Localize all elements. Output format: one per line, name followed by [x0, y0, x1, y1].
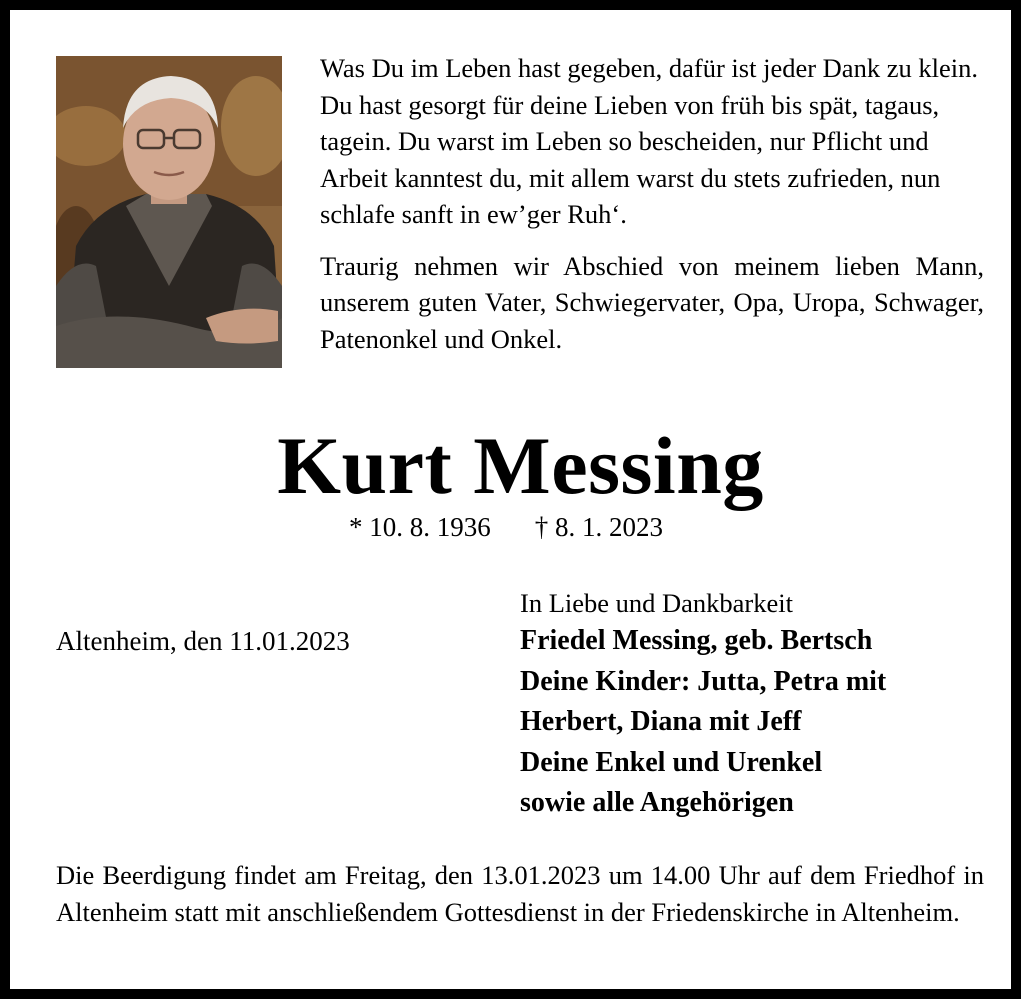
mourners-block [520, 585, 990, 824]
verse-paragraph: Was Du im Leben hast gegeben, dafür ist jeder Dank zu klein. Du hast gesorgt für deine Lieben von früh bis spät, tagaus, tagein. Du warst im Leben so bescheiden, nur Pflicht und Arbeit kanntest du, mit allem warst du stets zufrieden, nun schlafe sanft in ew’ger Ruh‘. [320, 53, 978, 229]
mourner-line: Deine Enkel und Urenkel [520, 746, 823, 778]
mourner-line: Friedel Messing, geb. Bertsch [520, 625, 873, 656]
mourners-intro: In Liebe und Dankbarkeit [520, 588, 793, 618]
funeral-notice: Die Beerdigung findet am Freitag, den 13.01.2023 um 14.00 Uhr auf dem Friedhof in Altenheim statt mit anschließendem Gottesdienst in der Friedenskirche in Altenheim. [56, 860, 984, 927]
memorial-verse [320, 50, 984, 357]
mourners-names [520, 621, 990, 824]
life-dates [349, 510, 663, 544]
place-and-date: Altenheim, den 11.01.2023 [56, 626, 350, 656]
mourner-line: Herbert, Diana mit Jeff [520, 706, 802, 737]
farewell-paragraph: Traurig nehmen wir Abschied von meinem lieben Mann, unserem guten Vater, Schwiegervater, Opa, Uropa, Schwager, Patenonkel und Onkel. [320, 250, 984, 354]
birth-date: * 10. 8. 1936 [349, 512, 491, 542]
mourner-line: Deine Kinder: Jutta, Petra mit [520, 665, 887, 697]
mourner-line: sowie alle Angehörigen [520, 787, 794, 818]
portrait-photo [56, 56, 282, 368]
death-date: † 8. 1. 2023 [534, 512, 663, 542]
deceased-name: Kurt Messing [277, 420, 764, 511]
portrait-illustration [56, 56, 282, 368]
